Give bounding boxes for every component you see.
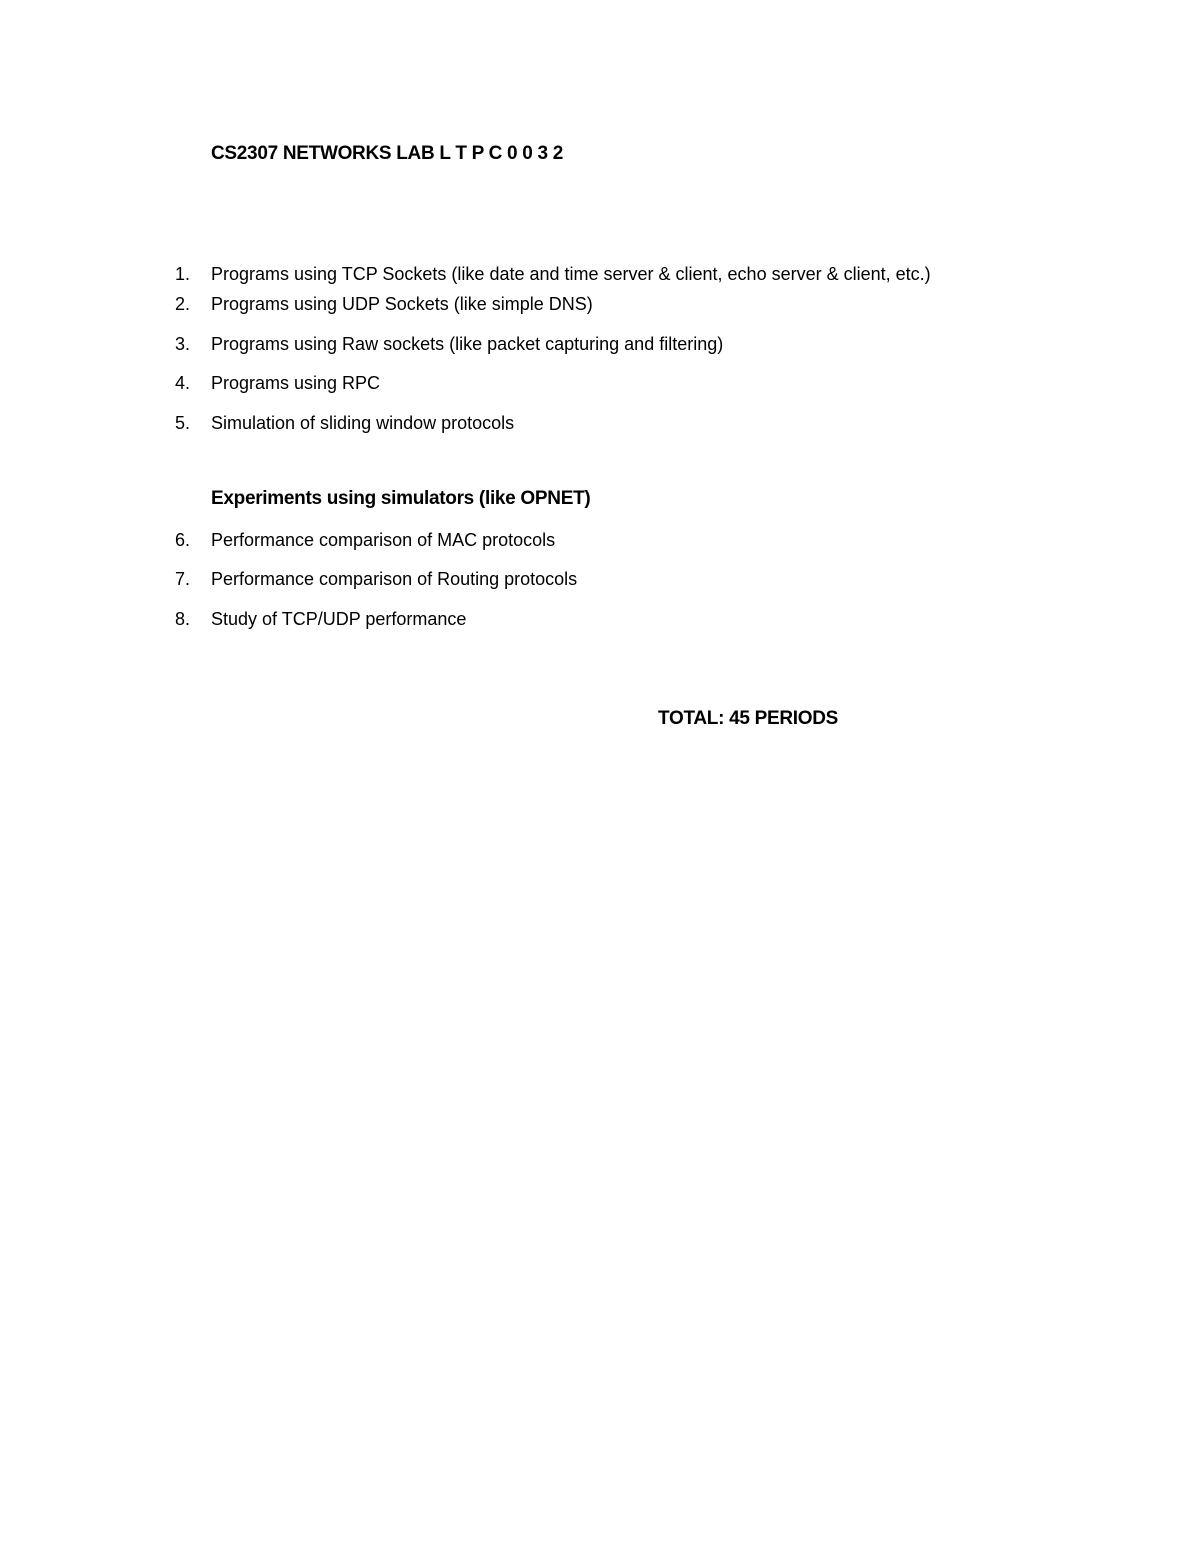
list-item-number: 4.	[175, 373, 191, 393]
list-item-number: 1.	[175, 264, 191, 284]
list-item-number: 6.	[175, 530, 191, 550]
list-item-text: Programs using UDP Sockets (like simple DNS)	[211, 294, 593, 314]
list-item-text: Simulation of sliding window protocols	[211, 413, 515, 433]
section-heading: Experiments using simulators (like OPNET)	[211, 488, 591, 509]
list-item-text: Performance comparison of MAC protocols	[211, 530, 556, 550]
list-item-number: 7.	[175, 569, 191, 589]
document-title: CS2307 NETWORKS LAB L T P C 0 0 3 2	[211, 143, 564, 164]
list-item-text: Programs using Raw sockets (like packet capturing and filtering)	[211, 334, 724, 354]
list-item-text: Programs using TCP Sockets (like date and time server & client, echo server & client, etc.)	[211, 264, 931, 284]
list-item-number: 2.	[175, 294, 191, 314]
total-periods: TOTAL: 45 PERIODS	[658, 708, 839, 729]
list-item-text: Programs using RPC	[211, 373, 381, 393]
list-item-text: Performance comparison of Routing protocols	[211, 569, 578, 589]
list-item-number: 3.	[175, 334, 191, 354]
list-item-number: 8.	[175, 609, 191, 629]
list-item-text: Study of TCP/UDP performance	[211, 609, 467, 629]
list-item-number: 5.	[175, 413, 191, 433]
